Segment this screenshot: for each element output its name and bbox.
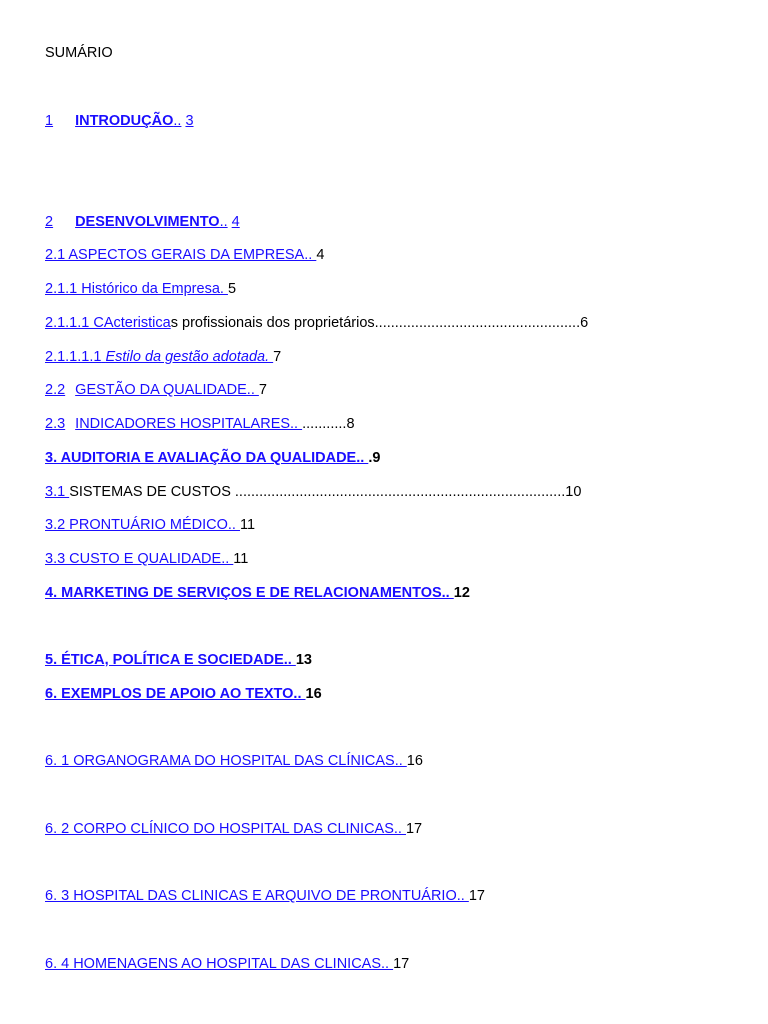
toc-leader-dots: ................................................... xyxy=(374,315,581,331)
toc-page-number: 17 xyxy=(393,956,410,972)
toc-entry-5[interactable] xyxy=(45,651,748,669)
toc-page-number: 6 xyxy=(580,315,589,331)
toc-entry-6-2[interactable] xyxy=(45,820,748,838)
toc-entry-2-1-1-1-1[interactable] xyxy=(45,348,748,366)
toc-leader-dots: .................................................................................. xyxy=(234,484,566,500)
toc-page-number: 17 xyxy=(468,888,485,904)
toc-entry-2-1[interactable] xyxy=(45,246,748,264)
toc-page-number: 5 xyxy=(227,281,237,297)
toc-page-number: 16 xyxy=(406,753,423,769)
toc-entry-3[interactable] xyxy=(45,449,748,467)
toc-entry-3-3[interactable] xyxy=(45,550,748,568)
toc-link-historico[interactable]: 2.1.1 Histórico da Empresa. xyxy=(45,281,228,297)
toc-link-marketing[interactable]: 4. MARKETING DE SERVIÇOS E DE RELACIONAMENTOS.. xyxy=(45,585,454,601)
toc-page-number: 7 xyxy=(258,382,267,398)
toc-page-number: 11 xyxy=(239,517,256,533)
toc-link-auditoria[interactable]: 3. AUDITORIA E AVALIAÇÃO DA QUALIDADE.. xyxy=(45,450,369,466)
toc-page-3[interactable]: 3 xyxy=(185,113,194,129)
toc-entry-2-1-1-1[interactable] xyxy=(45,314,748,332)
toc-entry-6[interactable] xyxy=(45,685,748,703)
toc-link-indicadores[interactable]: 2.3 INDICADORES HOSPITALARES.. xyxy=(45,416,303,432)
toc-entry-6-1[interactable] xyxy=(45,752,748,770)
toc-page-number: 7 xyxy=(273,349,282,365)
toc-page-number: 12 xyxy=(453,585,470,601)
toc-link-corpo-clinico[interactable]: 6. 2 CORPO CLÍNICO DO HOSPITAL DAS CLINICAS.. xyxy=(45,821,406,837)
toc-link-aspectos-gerais[interactable]: 2.1 ASPECTOS GERAIS DA EMPRESA.. xyxy=(45,247,317,263)
toc-leader-dots: ........... xyxy=(302,416,347,432)
toc-page-number: 4 xyxy=(316,247,325,263)
toc-entry-3-1[interactable] xyxy=(45,483,748,501)
toc-link-sistemas-custos[interactable]: 3.1 xyxy=(45,484,70,500)
toc-link-desenvolvimento[interactable]: 2 DESENVOLVIMENTO.. xyxy=(45,214,228,230)
toc-entry-2[interactable] xyxy=(45,213,748,231)
toc-entry-2-1-1[interactable] xyxy=(45,280,748,298)
toc-link-estilo-gestao[interactable]: 2.1.1.1.1 Estilo da gestão adotada. xyxy=(45,349,274,365)
toc-entry-4[interactable] xyxy=(45,584,748,602)
title-text: SUMÁRIO xyxy=(45,45,113,61)
toc-entry-6-4[interactable] xyxy=(45,955,748,973)
toc-link-arquivo-prontuario[interactable]: 6. 3 HOSPITAL DAS CLINICAS E ARQUIVO DE PRONTUÁRIO.. xyxy=(45,888,469,904)
toc-page-number: 17 xyxy=(405,821,423,837)
toc-entry-6-3[interactable] xyxy=(45,887,748,905)
toc-entry-text: SISTEMAS DE CUSTOS xyxy=(69,484,235,500)
toc-entry-3-2[interactable] xyxy=(45,516,748,534)
toc-entry-1[interactable] xyxy=(45,112,748,130)
toc-link-caracteristicas[interactable]: 2.1.1.1 CActeristica xyxy=(45,315,171,331)
toc-link-prontuario[interactable]: 3.2 PRONTUÁRIO MÉDICO.. xyxy=(45,517,240,533)
toc-entry-2-3[interactable] xyxy=(45,415,748,433)
toc-link-homenagens[interactable]: 6. 4 HOMENAGENS AO HOSPITAL DAS CLINICAS.. xyxy=(45,956,394,972)
toc-page-number: 16 xyxy=(305,686,322,702)
toc-page-number: .9 xyxy=(368,450,381,466)
toc-link-exemplos[interactable]: 6. EXEMPLOS DE APOIO AO TEXTO.. xyxy=(45,686,306,702)
toc-link-organograma[interactable]: 6. 1 ORGANOGRAMA DO HOSPITAL DAS CLÍNICAS.. xyxy=(45,753,407,769)
toc-link-gestao-qualidade[interactable]: 2.2 GESTÃO DA QUALIDADE.. xyxy=(45,382,259,398)
toc-page-number: 8 xyxy=(346,416,355,432)
toc-page-4[interactable]: 4 xyxy=(231,214,240,230)
toc-entry-text: s profissionais dos proprietários xyxy=(170,315,375,331)
toc-link-custo-qualidade[interactable]: 3.3 CUSTO E QUALIDADE.. xyxy=(45,551,234,567)
toc-page-number: 10 xyxy=(565,484,582,500)
toc-link-etica[interactable]: 5. ÉTICA, POLÍTICA E SOCIEDADE.. xyxy=(45,652,296,668)
toc-page-number: 13 xyxy=(295,652,312,668)
page-title xyxy=(45,44,748,62)
toc-link-introducao[interactable]: 1 INTRODUÇÃO.. xyxy=(45,113,182,129)
toc-page-number: 11 xyxy=(233,551,249,567)
toc-entry-2-2[interactable] xyxy=(45,381,748,399)
